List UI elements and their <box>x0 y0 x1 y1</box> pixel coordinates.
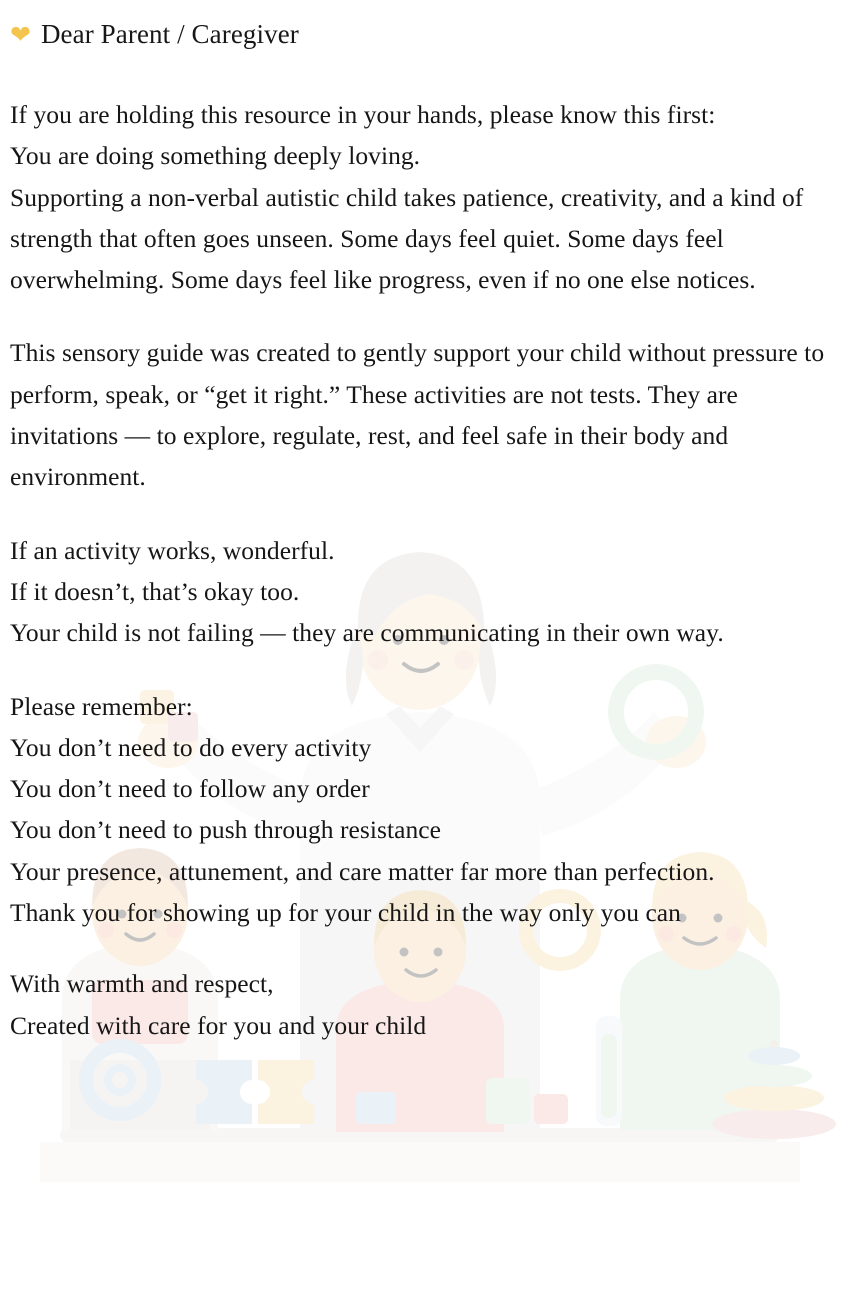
paragraph-intro-line-1: If you are holding this resource in your hands, please know this first: <box>10 99 716 129</box>
spacer <box>6 300 835 332</box>
spacer <box>6 654 835 686</box>
paragraph-remember-heading: Please remember: <box>10 691 193 721</box>
paragraph-purpose: This sensory guide was created to gently support your child without pressure to perform, speak, or “get it right.” These activities are not tests. They are invitations — to explore, regulate, rest, and feel safe in their body and environment. <box>10 338 825 492</box>
page-title: Dear Parent / Caregiver <box>40 19 299 49</box>
spacer <box>6 57 835 94</box>
spacer <box>6 498 835 530</box>
paragraph-remember-thanks: Thank you for showing up for your child in the way only you can <box>10 897 681 927</box>
paragraph-reassurance-line-2: If it doesn’t, that’s okay too. <box>10 576 300 606</box>
paragraph-remember-item-2: You don’t need to follow any order <box>10 774 370 804</box>
paragraph-reassurance-line-1: If an activity works, wonderful. <box>10 535 335 565</box>
paragraph-closing-line-2: Created with care for you and your child <box>10 1010 427 1040</box>
spacer <box>6 933 835 963</box>
paragraph-intro-line-3: Supporting a non-verbal autistic child takes patience, creativity, and a kind of strength that often goes unseen. Some days feel quiet. Some days feel overwhelming. Some days feel like progress, even if no one else notices. <box>10 182 804 295</box>
paragraph-reassurance-line-3: Your child is not failing — they are communicating in their own way. <box>10 618 724 648</box>
paragraph-closing-line-1: With warmth and respect, <box>10 969 274 999</box>
paragraph-intro-line-2: You are doing something deeply loving. <box>10 141 421 171</box>
paragraph-remember-item-4: Your presence, attunement, and care matter far more than perfection. <box>10 856 715 886</box>
heart-icon: ❤ <box>10 22 31 49</box>
paragraph-remember-item-3: You don’t need to push through resistance <box>10 815 442 845</box>
paragraph-remember-item-1: You don’t need to do every activity <box>10 732 372 762</box>
page-title-row <box>6 18 835 51</box>
